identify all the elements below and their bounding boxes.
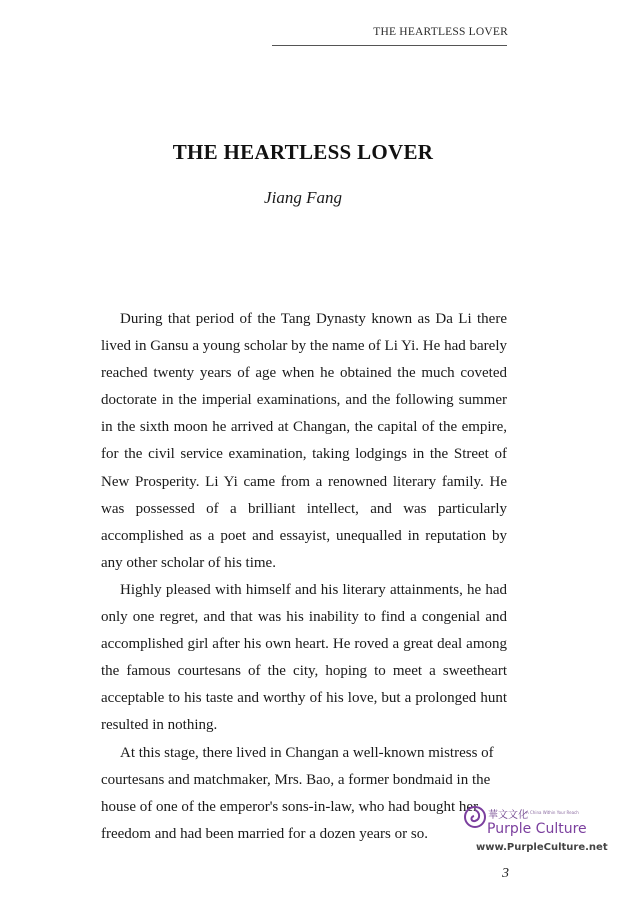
watermark-url: www.PurpleCulture.net [476, 842, 608, 853]
story-body [101, 306, 507, 848]
page-number: 3 [502, 866, 509, 881]
watermark-tagline: A China Within Your Reach [526, 810, 579, 815]
watermark-brand: Purple Culture [487, 821, 587, 837]
paragraph: During that period of the Tang Dynasty known as Da Li there lived in Gansu a young scholar by the name of Li Yi. He had barely reached twenty years of age when he obtained the much coveted doctorate in the imperial examinations, and the following summer in the sixth moon he arrived at Changan, the capital of the empire, for the civil service examination, taking lodgings in the Street of New Prosperity. Li Yi came from a renowned literary family. He was possessed of a brilliant intellect, and was particularly accomplished as a poet and essayist, unequalled in reputation by any other scholar of his time. [101, 311, 507, 571]
paragraph: At this stage, there lived in Changan a well-known mistress of courtesans and matchmaker, Mrs. Bao, a former bondmaid in the house of one of the emperor's sons-in-law, who had bought her freedom and had been married for a dozen years or so. [101, 744, 494, 842]
watermark-chinese-text: 華文文化 [488, 810, 528, 821]
running-head: THE HEARTLESS LOVER [373, 26, 508, 38]
author-name: Jiang Fang [264, 188, 342, 207]
chapter-title: THE HEARTLESS LOVER [172, 140, 434, 164]
paragraph: Highly pleased with himself and his literary attainments, he had only one regret, and that was his inability to find a congenial and accomplished girl after his own heart. He roved a great deal among the famous courtesans of the city, hoping to meet a sweetheart acceptable to his taste and worthy of his love, but a prolonged hunt resulted in nothing. [101, 581, 507, 734]
header-rule [272, 45, 507, 46]
watermark [464, 804, 614, 862]
purple-culture-logo-icon [464, 806, 486, 828]
